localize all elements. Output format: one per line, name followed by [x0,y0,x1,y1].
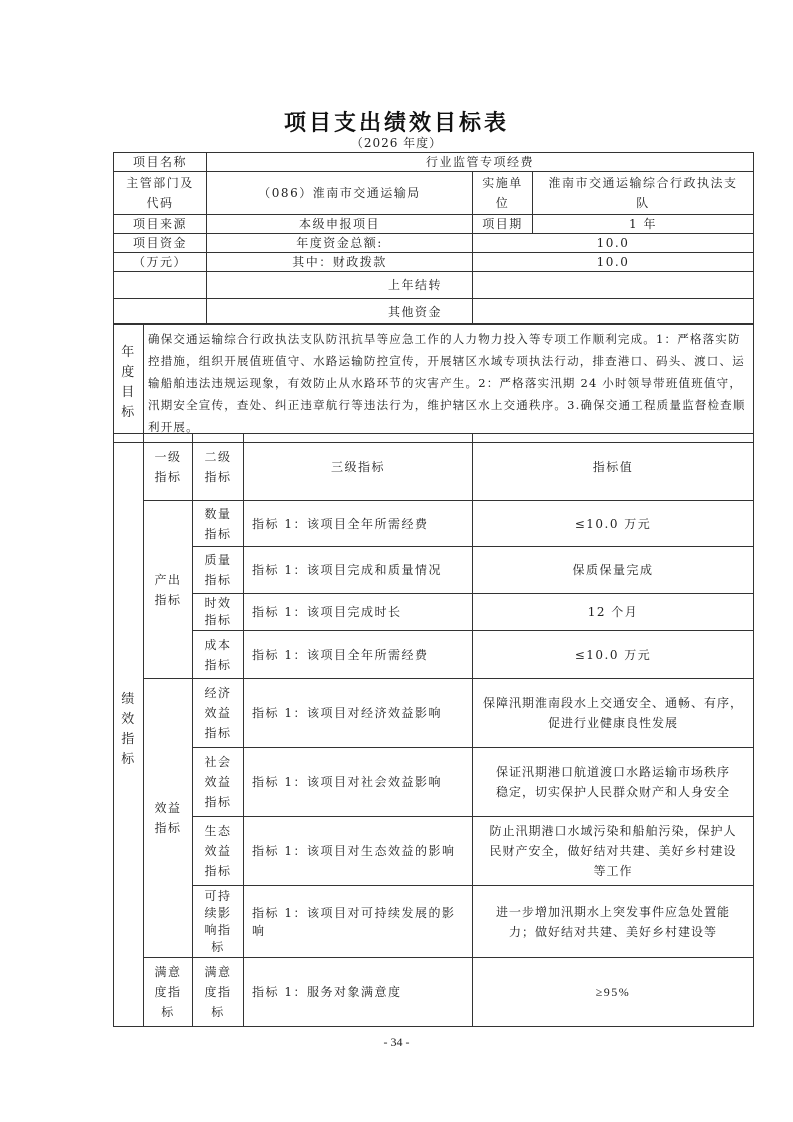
header-level1 [144,434,193,501]
level2-line: 时效 [204,596,232,610]
level2-line: 指标 [204,864,232,878]
level2-line: 效益 [204,775,232,789]
level2-line: 效益 [204,844,232,858]
implementer-value-line: 淮南市交通运输综合行政执法支 [548,176,738,190]
level2-line: 续影 [204,905,232,920]
table-row [114,748,754,817]
value-cell: 12 个月 [473,594,754,631]
value-line: 等工作 [593,864,633,878]
implementer-value-line: 队 [636,196,650,210]
value-line: 保障汛期淮南段水上交通安全、通畅、有序， [482,696,743,710]
level2-line: 生态 [204,824,232,838]
empty-cell [114,272,207,299]
label-char: 目 [121,385,136,400]
level3-cell: 指标 1：该项目对生态效益的影响 [244,817,473,886]
level2-cell [193,631,244,679]
value-cell: 保质保量完成 [473,547,754,594]
level2-cell [193,886,244,958]
level2-line: 指标 [204,613,232,627]
level2-line: 满意 [204,965,232,979]
period-label: 项目期 [473,215,533,234]
annual-goal-table [113,323,754,443]
table-row [114,958,754,1027]
group-line: 标 [161,1005,175,1019]
row-source [114,215,754,234]
indicators-table [113,433,754,1027]
header-level2 [193,434,244,501]
level2-line: 可持 [204,888,232,903]
header-line: 指标 [204,470,232,484]
level3-cell: 指标 1：该项目完成时长 [244,594,473,631]
level3-cell [244,886,473,958]
level2-line: 标 [211,939,225,954]
group-line: 度指 [154,985,182,999]
level2-cell [193,817,244,886]
header-line: 指标 [154,470,182,484]
fiscal-fund-label: 其中：财政拨款 [207,253,473,272]
basic-info-table [113,152,754,325]
department-label-line: 主管部门及 [126,176,194,190]
value-cell [473,748,754,817]
group-satisfaction [144,958,193,1027]
implementer-label-line: 实施单 [482,176,523,190]
table-row [114,817,754,886]
department-value: （086）淮南市交通运输局 [207,172,473,215]
value-line: 防止汛期港口水域污染和船舶污染，保护人 [489,824,737,838]
document-year: （2026 年度） [350,136,443,150]
fund-label-1: 项目资金 [114,234,207,253]
department-label [114,172,207,215]
other-fund-value [473,299,754,325]
level2-line: 社会 [204,755,232,769]
level2-cell [193,679,244,748]
group-line: 指标 [154,821,182,835]
total-fund-value: 10.0 [473,234,754,253]
department-label-line: 代码 [146,196,174,210]
label-char: 效 [121,712,136,727]
row-carryover [114,272,754,299]
group-line: 满意 [154,965,182,979]
level3-cell: 指标 1：该项目全年所需经费 [244,501,473,547]
level2-line: 质量 [204,553,232,567]
level2-line: 成本 [204,637,232,652]
label-char: 标 [121,405,136,420]
row-project-name [114,153,754,172]
table-row [114,631,754,679]
carryover-value [473,272,754,299]
value-cell [473,679,754,748]
level3-cell: 指标 1：服务对象满意度 [244,958,473,1027]
source-label: 项目来源 [114,215,207,234]
level2-cell [193,748,244,817]
label-char: 年 [121,345,136,360]
level2-line: 度指 [204,985,232,999]
level2-line: 标 [211,1005,225,1019]
row-annual-goal [114,324,754,443]
project-name-value: 行业监管专项经费 [207,153,754,172]
value-cell [473,886,754,958]
group-output [144,501,193,679]
annual-goal-label [114,324,144,443]
other-fund-label: 其他资金 [207,299,473,325]
level2-line: 指标 [204,795,232,809]
table-row [114,501,754,547]
level3-line: 指标 1：该项目对可持续发展的影 [252,905,456,920]
level2-line: 指标 [204,657,232,672]
level2-line: 数量 [204,506,232,521]
level3-cell: 指标 1：该项目对经济效益影响 [244,679,473,748]
fund-label-2: （万元） [114,253,207,272]
table-row [114,547,754,594]
group-line: 产出 [154,572,182,587]
table-row [114,594,754,631]
row-total-fund [114,234,754,253]
level2-cell [193,501,244,547]
value-cell: ≤10.0 万元 [473,501,754,547]
fiscal-fund-value: 10.0 [473,253,754,272]
performance-indicators-label [114,434,144,1027]
label-char: 绩 [121,692,136,707]
level2-cell [193,594,244,631]
level2-line: 指标 [204,526,232,541]
level2-cell [193,958,244,1027]
level3-line: 响 [252,923,266,938]
group-benefit [144,679,193,958]
value-cell [473,817,754,886]
row-department [114,172,754,215]
label-char: 指 [121,732,136,747]
label-char: 度 [121,365,136,380]
level2-line: 效益 [204,706,232,720]
project-name-label: 项目名称 [114,153,207,172]
implementer-label [473,172,533,215]
header-line: 一级 [154,450,182,464]
value-line: 稳定，切实保护人民群众财产和人身安全 [495,785,730,799]
row-other-fund [114,299,754,325]
header-value: 指标值 [473,434,754,501]
table-row [114,679,754,748]
label-char: 标 [121,752,136,767]
level3-cell: 指标 1：该项目完成和质量情况 [244,547,473,594]
implementer-label-line: 位 [495,196,510,210]
value-cell: ≥95% [473,958,754,1027]
value-line: 进一步增加汛期水上突发事件应急处置能 [495,904,730,919]
group-line: 指标 [154,592,182,607]
table-row [114,886,754,958]
level2-cell [193,547,244,594]
implementer-value [533,172,754,215]
level2-line: 指标 [204,726,232,740]
value-line: 保证汛期港口航道渡口水路运输市场秩序 [495,765,730,779]
indicators-header-row [114,434,754,501]
group-line: 效益 [154,801,182,815]
value-line: 力；做好结对共建、美好乡村建设等 [508,924,717,939]
level3-cell: 指标 1：该项目对社会效益影响 [244,748,473,817]
header-line: 二级 [204,450,232,464]
level2-line: 经济 [204,686,232,700]
value-line: 民财产安全，做好结对共建、美好乡村建设 [489,844,737,858]
total-fund-label: 年度资金总额: [207,234,473,253]
page-number: - 34 - [383,1035,410,1049]
carryover-label: 上年结转 [207,272,473,299]
value-line: 促进行业健康良性发展 [547,716,678,730]
row-fiscal-fund [114,253,754,272]
period-value: 1 年 [533,215,754,234]
empty-cell [114,299,207,325]
annual-goal-text: 确保交通运输综合行政执法支队防汛抗旱等应急工作的人力物力投入等专项工作顺利完成。1：严格落实防控措施，组织开展值班值守、水路运输防控宣传，开展辖区水域专项执法行动，排查港口、码头、渡口、运输船舶违法违规运现象，有效防止从水路环节的灾害产生。2：严格落实汛期 24 小时领导带班值班值守，汛期安全宣传，查处、纠正违章航行等违法行为，维护辖区水上交通秩序。3.确保交通工程质量监督检查顺利开展。 [144,324,754,443]
level3-cell: 指标 1：该项目全年所需经费 [244,631,473,679]
source-value: 本级申报项目 [207,215,473,234]
level2-line: 指标 [204,573,232,587]
document-title: 项目支出绩效目标表 [283,110,509,136]
header-level3: 三级指标 [244,434,473,501]
value-cell: ≤10.0 万元 [473,631,754,679]
level2-line: 响指 [204,922,232,937]
